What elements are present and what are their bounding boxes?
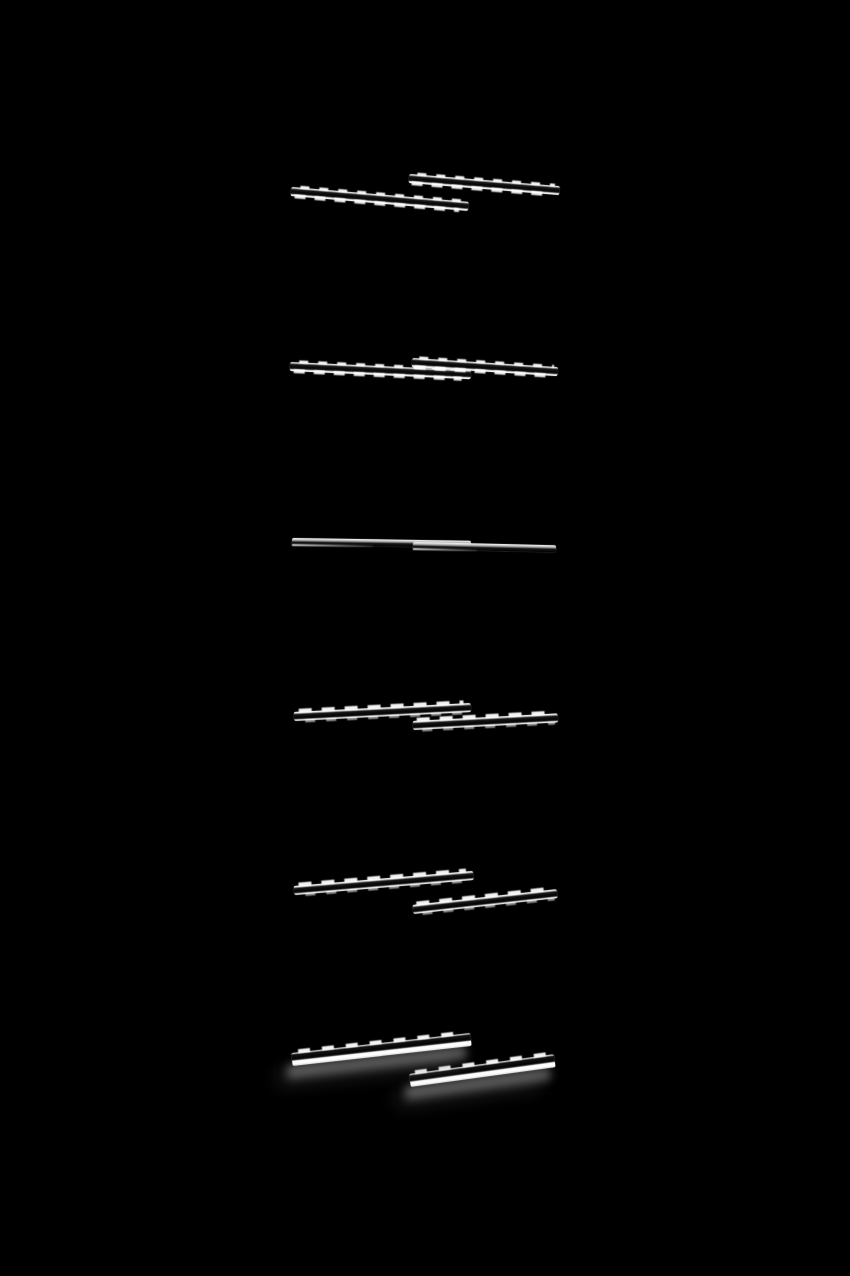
metal-strip-group5-left <box>294 870 474 894</box>
metal-strip-group1-right <box>409 174 560 195</box>
metal-strip-group6-left <box>291 1032 471 1065</box>
metal-strip-group5-right <box>413 889 558 914</box>
metal-strip-group3-right <box>413 542 556 552</box>
metal-strip-group1-left <box>291 187 469 211</box>
metal-strip-group6-right <box>409 1054 555 1087</box>
